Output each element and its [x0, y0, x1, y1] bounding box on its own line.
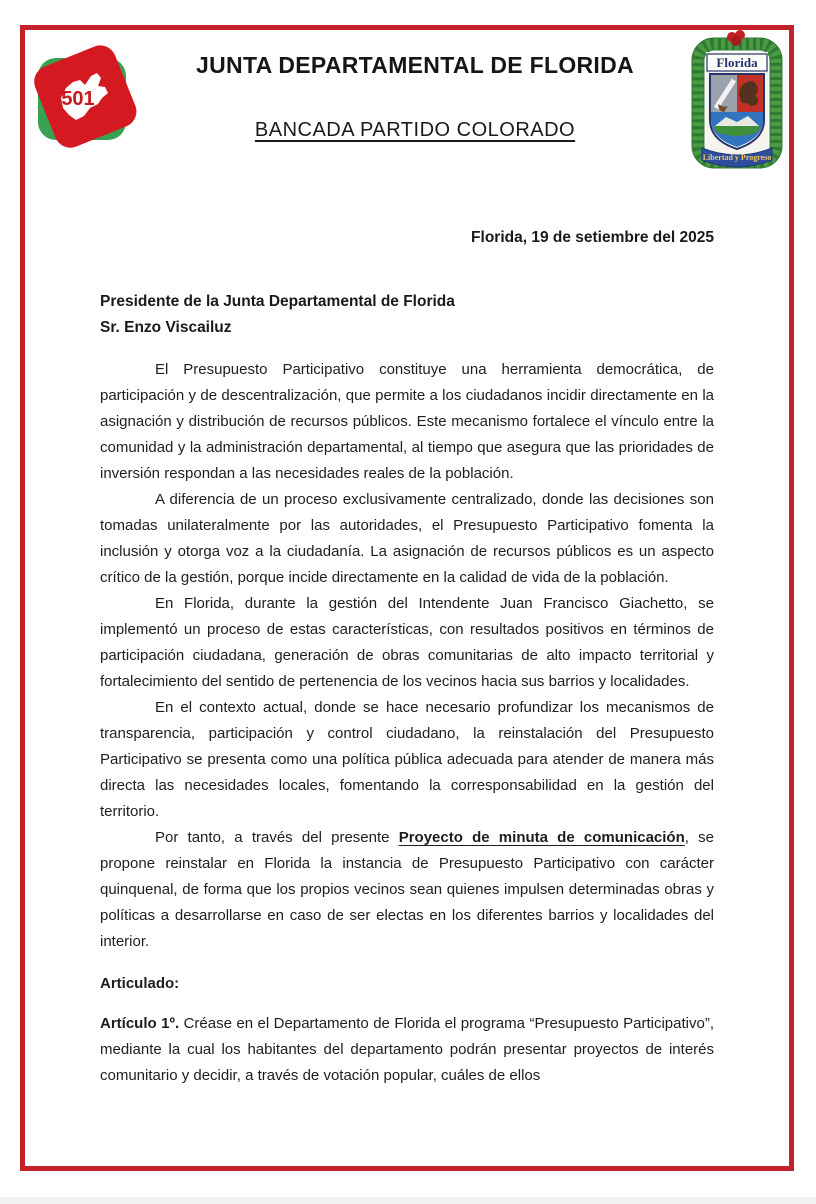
articulado-heading: Articulado: — [100, 975, 180, 992]
addressee-name: Sr. Enzo Viscailuz — [100, 319, 232, 336]
article-1-paragraph — [100, 1011, 714, 1089]
article-1-label: Artículo 1º. — [100, 1015, 180, 1032]
paragraph: A diferencia de un proceso exclusivamente centralizado, donde las decisiones son tomadas unilateralmente por las autoridades, el Presupuesto Participativo fomenta la inclusión y otorga voz a la ciudadanía. La asignación de recursos públicos es un aspecto crítico de la gestión, porque incide directamente en la calidad de vida de la población. — [100, 491, 714, 586]
document-header — [150, 52, 680, 142]
paragraph: En Florida, durante la gestión del Intendente Juan Francisco Giachetto, se implementó un proceso de estas características, con resultados positivos en términos de participación ciudadana, generación de obras comunitarias de alto impacto territorial y fortalecimiento del sentido de pertenencia de los vecinos hacia sus barrios y localidades. — [100, 595, 714, 690]
paragraph-text: , se propone reinstalar en Florida la instancia de Presupuesto Participativo con carácter quinquenal, de forma que los propios vecinos sean quienes impulsen determinadas obras y políticas a desarrollarse en caso de ser electas en los diferentes barrios y localidades del interior. — [100, 829, 714, 950]
paragraph — [100, 825, 714, 955]
paragraph: En el contexto actual, donde se hace necesario profundizar los mecanismos de transparencia, participación y control ciudadano, la reinstalación del Presupuesto Participativo se presenta como una política pública adecuada para atender de manera más directa las necesidades locales, fomentando la corresponsabilidad en la gestión del territorio. — [100, 699, 714, 820]
emphasized-phrase: Proyecto de minuta de comunicación — [398, 829, 685, 846]
addressee-block — [100, 289, 455, 341]
page-subtitle: BANCADA PARTIDO COLORADO — [254, 119, 576, 141]
motto-text: Libertad y Progreso — [702, 153, 772, 162]
article-1-text: Créase en el Departamento de Florida el programa “Presupuesto Participativo”, mediante la cual los habitantes del departamento podrán presentar proyectos de interés comunitario y decidir, a través de votación popular, cuáles de ellos — [100, 1015, 714, 1084]
paragraph: El Presupuesto Participativo constituye una herramienta democrática, de participación y de descentralización, que permite a los ciudadanos incidir directamente en la asignación y distribución de recursos públicos. Este mecanismo fortalece el vínculo entre la comunidad y la administración departamental, al tiempo que asegura que las prioridades de inversión respondan a las necesidades reales de la población. — [100, 361, 714, 482]
screenshot-bottom-edge — [0, 1197, 816, 1204]
florida-coat-of-arms-icon — [688, 28, 786, 178]
page-title: JUNTA DEPARTAMENTAL DE FLORIDA — [196, 52, 634, 78]
paragraph-text: Por tanto, a través del presente — [155, 829, 399, 846]
lista-501-logo-icon — [28, 38, 140, 158]
letter-body — [100, 357, 714, 1089]
addressee-title: Presidente de la Junta Departamental de Florida — [100, 293, 455, 310]
coat-name-text: Florida — [716, 55, 758, 70]
dateline: Florida, 19 de setiembre del 2025 — [471, 229, 714, 246]
logo-number: 501 — [61, 88, 95, 110]
